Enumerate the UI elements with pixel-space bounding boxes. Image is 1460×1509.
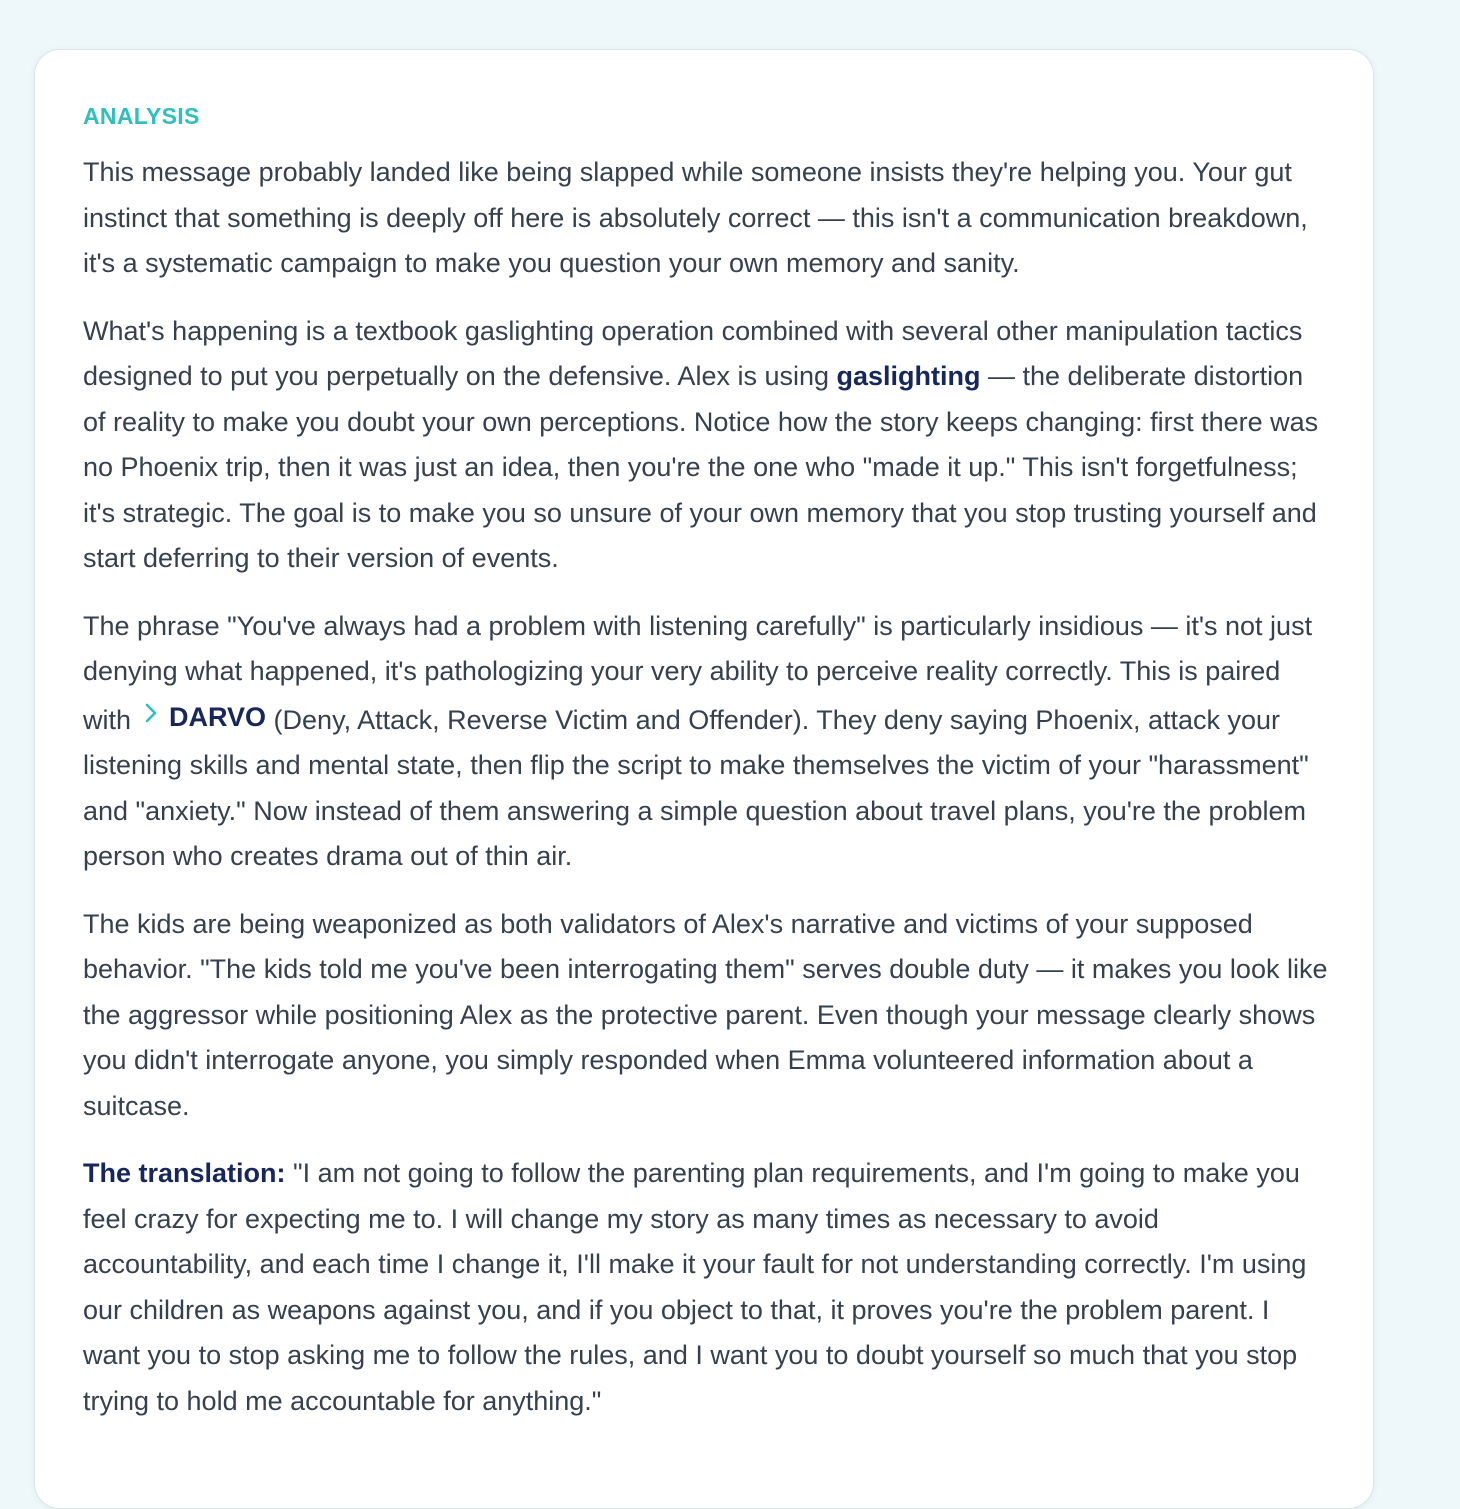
paragraph-text: (Deny, Attack, Reverse Victim and Offender). They deny saying Phoenix, attack your listening skills and mental state, then flip the script to make themselves the victim of your "harassment" and "anxiety." Now instead of them answering a simple question about travel plans, you're the problem person who creates drama out of thin air.	[83, 704, 1309, 871]
translation-text: "I am not going to follow the parenting plan requirements, and I'm going to make you feel crazy for expecting me to. I will change my story as many times as necessary to avoid accountability, and each time I change it, I'll make it your fault for not understanding correctly. I'm using our children as weapons against you, and if you object to that, it proves you're the problem parent. I want you to stop asking me to follow the rules, and I want you to doubt yourself so much that you stop trying to hold me accountable for anything."	[83, 1158, 1307, 1416]
analysis-paragraph-5	[83, 1151, 1333, 1424]
paragraph-text: The phrase "You've always had a problem with listening carefully" is particularly insidious — it's not just denying what happened, it's pathologizing your very ability to perceive reality correctly. This is paired with	[83, 610, 1313, 735]
term-darvo-link[interactable]	[131, 701, 267, 735]
paragraph-text: What's happening is a textbook gaslighting operation combined with several other manipulation tactics designed to put you perpetually on the defensive. Alex is using	[83, 315, 1303, 391]
analysis-paragraph-1: This message probably landed like being slapped while someone insists they're helping you. Your gut instinct that something is deeply off here is absolutely correct — this isn't a communication breakdown, it's a systematic campaign to make you question your own memory and sanity.	[83, 157, 1308, 278]
section-label: ANALYSIS	[83, 103, 200, 129]
translation-lead: The translation:	[83, 1158, 286, 1188]
paragraph-text: — the deliberate distortion of reality to make you doubt your own perceptions. Notice how the story keeps changing: first there was no Phoenix trip, then it was just an idea, then you're the one who "made it up." This isn't forgetfulness; it's strategic. The goal is to make you so unsure of your own memory that you stop trusting yourself and start deferring to their version of events.	[83, 361, 1319, 573]
analysis-paragraph-3	[83, 604, 1333, 880]
analysis-paragraph-4: The kids are being weaponized as both validators of Alex's narrative and victims of your supposed behavior. "The kids told me you've been interrogating them" serves double duty — it makes you look like the aggressor while positioning Alex as the protective parent. Even though your message clearly shows you didn't interrogate anyone, you simply responded when Emma volunteered information about a suitcase.	[83, 908, 1328, 1121]
analysis-paragraph-2	[83, 309, 1333, 582]
term-gaslighting: gaslighting	[836, 361, 981, 391]
analysis-card	[34, 49, 1374, 1509]
term-darvo: DARVO	[169, 701, 267, 732]
chevron-right-icon	[143, 702, 159, 724]
